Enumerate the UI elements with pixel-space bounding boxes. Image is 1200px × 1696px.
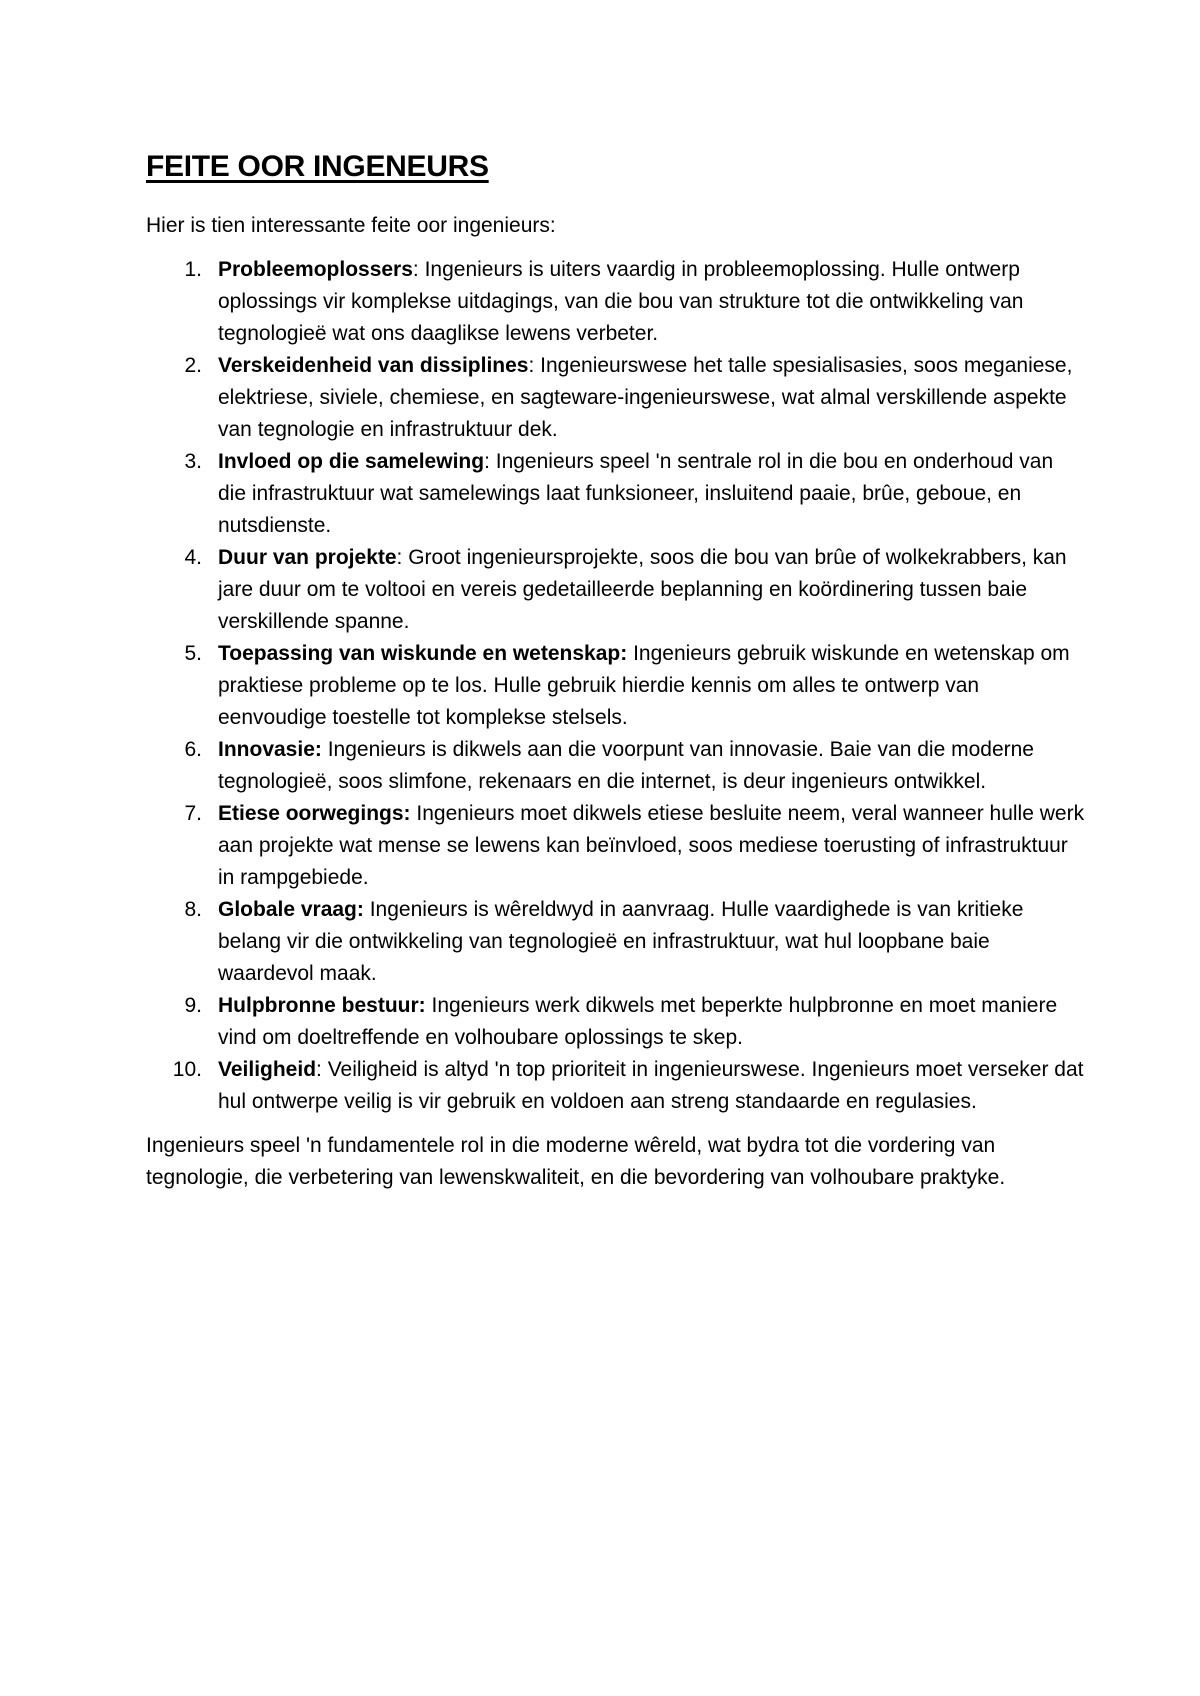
fact-item [146, 894, 1086, 990]
fact-term: Probleemoplossers [218, 258, 413, 281]
fact-item [146, 638, 1086, 734]
fact-separator: : [396, 546, 403, 569]
fact-number: 1. [184, 258, 202, 281]
fact-item [146, 734, 1086, 798]
fact-term: Verskeidenheid van dissiplines [218, 354, 529, 377]
fact-item [146, 254, 1086, 350]
fact-text: Groot ingenieursprojekte, soos die bou van brûe of wolkekrabbers, kan jare duur om te voltooi en vereis gedetailleerde beplanning en koördinering tussen baie verskillende spanne. [218, 546, 1067, 633]
fact-item [146, 446, 1086, 542]
fact-term: Globale vraag: [218, 898, 364, 921]
fact-term: Toepassing van wiskunde en wetenskap: [218, 642, 628, 665]
page-title: FEITE OOR INGENEURS [146, 150, 489, 183]
fact-term: Hulpbronne bestuur: [218, 994, 426, 1017]
fact-item [146, 1054, 1086, 1118]
fact-text: Ingenieurs gebruik wiskunde en wetenskap om praktiese probleme op te los. Hulle gebruik hierdie kennis om alles te ontwerp van eenvoudige toestelle tot komplekse stelsels. [218, 642, 1070, 729]
fact-item [146, 542, 1086, 638]
fact-number: 3. [184, 450, 202, 473]
fact-text: Ingenieurs is wêreldwyd in aanvraag. Hulle vaardighede is van kritieke belang vir die ontwikkeling van tegnologieë en infrastruktuur, wat hul loopbane baie waardevol maak. [218, 898, 1024, 985]
fact-text: Ingenieurs is uiters vaardig in probleemoplossing. Hulle ontwerp oplossings vir komplekse uitdagings, van die bou van strukture tot die ontwikkeling van tegnologieë wat ons daaglikse lewens verbeter. [218, 258, 1024, 345]
fact-number: 9. [184, 994, 202, 1017]
fact-term: Etiese oorwegings: [218, 802, 411, 825]
fact-number: 10. [172, 1058, 202, 1081]
fact-item [146, 350, 1086, 446]
intro-paragraph: Hier is tien interessante feite oor ingenieurs: [146, 214, 556, 237]
fact-number: 4. [184, 546, 202, 569]
fact-number: 6. [184, 738, 202, 761]
fact-text: Veiligheid is altyd 'n top prioriteit in ingenieurswese. Ingenieurs moet verseker dat hul ontwerpe veilig is vir gebruik en voldoen aan streng standaarde en regulasies. [218, 1058, 1084, 1113]
fact-text: Ingenieurs is dikwels aan die voorpunt van innovasie. Baie van die moderne tegnologieë, soos slimfone, rekenaars en die internet, is deur ingenieurs ontwikkel. [218, 738, 1034, 793]
fact-text: Ingenieurs werk dikwels met beperkte hulpbronne en moet maniere vind om doeltreffende en volhoubare oplossings te skep. [218, 994, 1058, 1049]
closing-paragraph: Ingenieurs speel 'n fundamentele rol in die moderne wêreld, wat bydra tot die vordering van tegnologie, die verbetering van lewenskwaliteit, en die bevordering van volhoubare praktyke. [146, 1134, 1006, 1189]
fact-item [146, 798, 1086, 894]
fact-separator: : [316, 1058, 322, 1081]
fact-number: 2. [184, 354, 202, 377]
fact-number: 7. [184, 802, 202, 825]
fact-number: 5. [184, 642, 202, 665]
fact-item [146, 990, 1086, 1054]
facts-list [146, 254, 1086, 1118]
document-page [146, 150, 1086, 1194]
fact-term: Invloed op die samelewing [218, 450, 485, 473]
fact-term: Innovasie: [218, 738, 322, 761]
fact-separator: : [484, 450, 490, 473]
fact-text: Ingenieurs speel 'n sentrale rol in die bou en onderhoud van die infrastruktuur wat samelewings laat funksioneer, insluitend paaie, brûe, geboue, en nutsdienste. [218, 450, 1054, 537]
fact-separator: : [528, 354, 535, 377]
fact-text: Ingenieurswese het talle spesialisasies, soos meganiese, elektriese, siviele, chemiese, en sagteware-ingenieurswese, wat almal verskillende aspekte van tegnologie en infrastruktuur dek. [218, 354, 1073, 441]
fact-number: 8. [184, 898, 202, 921]
fact-term: Duur van projekte [218, 546, 397, 569]
fact-term: Veiligheid [218, 1058, 317, 1081]
fact-separator: : [412, 258, 419, 281]
fact-text: Ingenieurs moet dikwels etiese besluite neem, veral wanneer hulle werk aan projekte wat mense se lewens kan beïnvloed, soos mediese toerusting of infrastruktuur in rampgebiede. [218, 802, 1085, 889]
